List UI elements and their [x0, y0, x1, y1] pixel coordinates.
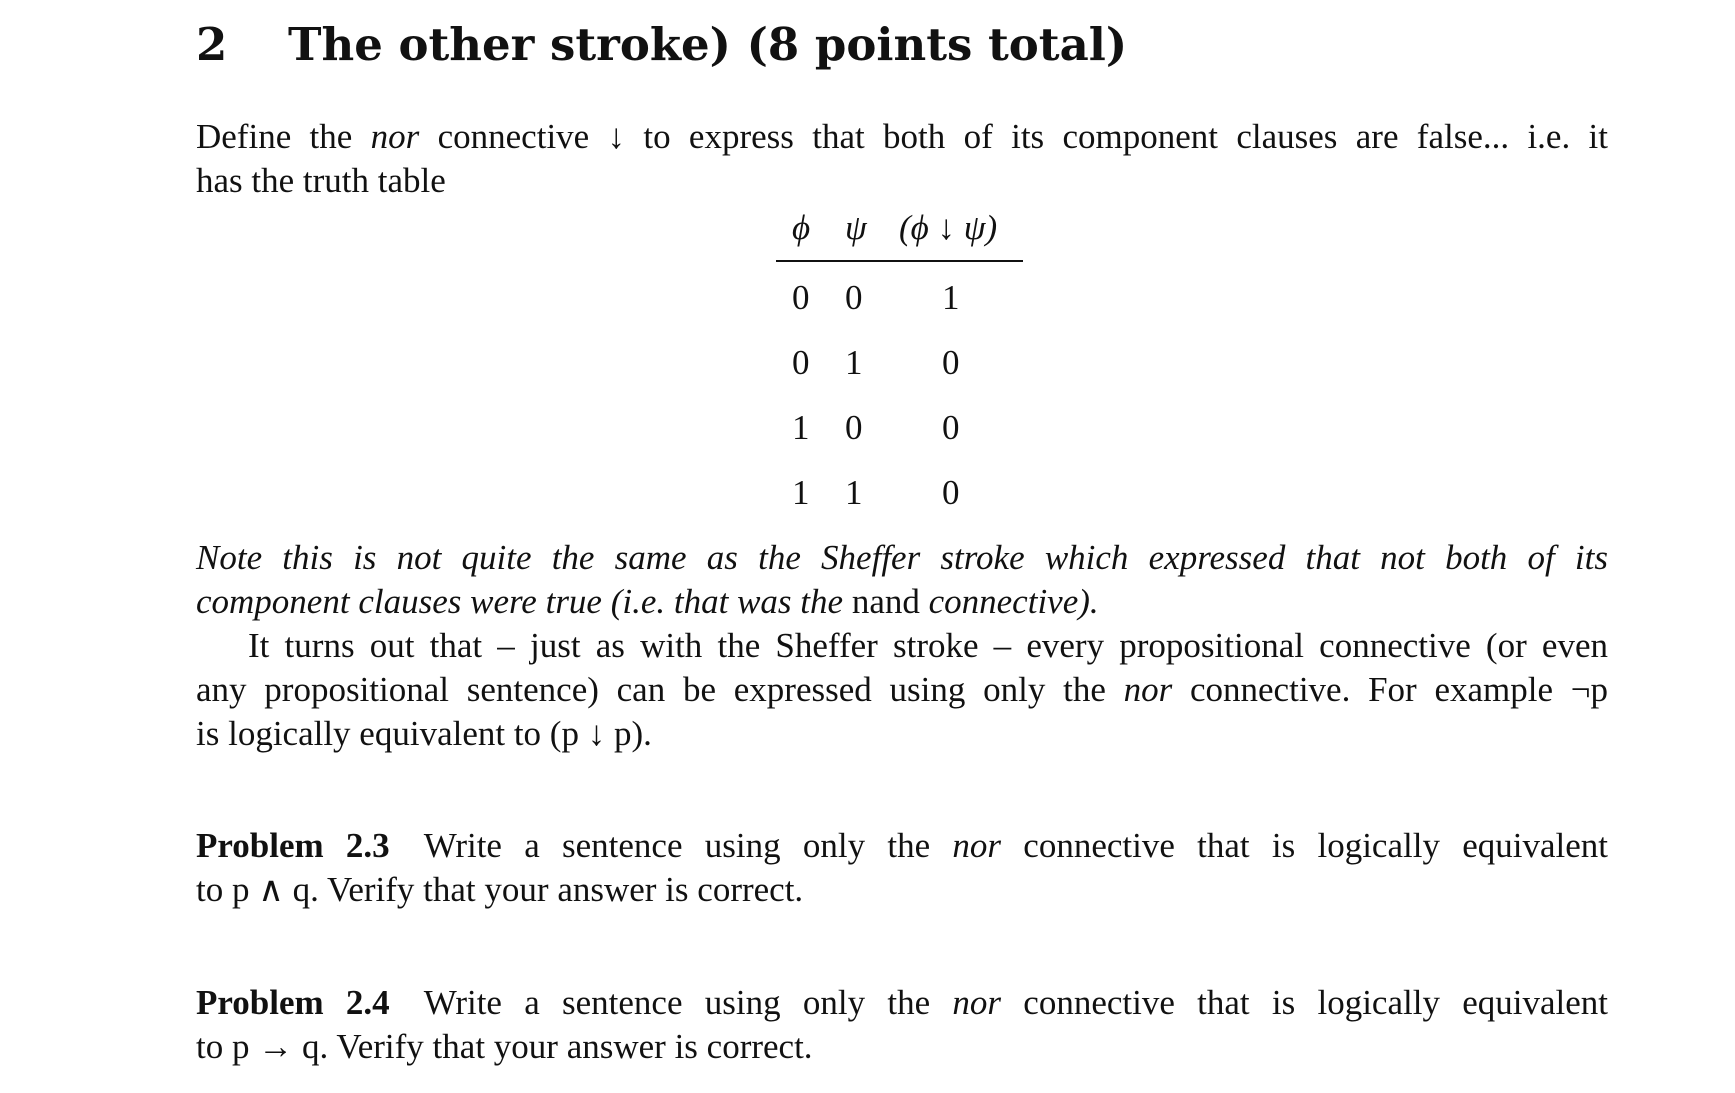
table-cell: 1: [792, 473, 810, 512]
table-cell: 0: [845, 278, 863, 317]
table-cell: 0: [942, 343, 960, 382]
nand-term: nand: [851, 582, 920, 621]
section-number: 2: [196, 18, 228, 71]
note-line-1: Note this is not quite the same as the Sheffer stroke which expressed that not both of its: [196, 538, 1608, 577]
note-text: connective. For example ¬p: [1172, 670, 1609, 709]
header-phi: ϕ: [792, 208, 811, 247]
nor-term: nor: [1123, 670, 1173, 709]
intro-text: Define the: [196, 117, 371, 156]
note-text: connective).: [919, 582, 1099, 621]
table-cell: 0: [792, 343, 810, 382]
truth-table-header: [776, 208, 1023, 262]
table-cell: 0: [942, 473, 960, 512]
table-cell: 0: [792, 278, 810, 317]
note-paragraph: [196, 536, 1608, 756]
section-heading: [196, 18, 1127, 72]
table-cell: 1: [845, 473, 863, 512]
problem-label: Problem 2.4: [196, 983, 390, 1022]
nor-term: nor: [952, 826, 1002, 865]
intro-paragraph: [196, 115, 1608, 203]
nor-term: nor: [370, 117, 420, 156]
note-line-5: is logically equivalent to (p ↓ p).: [196, 714, 652, 753]
problem-line-2: to p → q. Verify that your answer is correct.: [196, 1027, 813, 1066]
note-line-2: [196, 580, 1608, 624]
table-cell: 1: [792, 408, 810, 447]
table-cell: 1: [942, 278, 960, 317]
problem-text: Write a sentence using only the: [423, 983, 953, 1022]
truth-table: [776, 208, 1023, 538]
table-row: [776, 343, 1023, 408]
problem-text: connective that is logically equivalent: [1001, 826, 1608, 865]
nor-term: nor: [952, 983, 1002, 1022]
intro-line-1: [196, 115, 1608, 159]
problem-text: Write a sentence using only the: [423, 826, 953, 865]
table-cell: 1: [845, 343, 863, 382]
note-text: any propositional sentence) can be expressed using only the: [196, 670, 1124, 709]
intro-line-2: has the truth table: [196, 161, 446, 200]
problem-text: connective that is logically equivalent: [1001, 983, 1608, 1022]
problem-2-4: [196, 981, 1608, 1069]
problem-2-3: [196, 824, 1608, 912]
intro-text: connective ↓ to express that both of its component clauses are false... i.e. it: [419, 117, 1609, 156]
table-row: [776, 278, 1023, 343]
note-line-4: [196, 668, 1608, 712]
table-cell: 0: [845, 408, 863, 447]
problem-label: Problem 2.3: [196, 826, 390, 865]
header-nor: (ϕ ↓ ψ): [899, 208, 998, 247]
table-cell: 0: [942, 408, 960, 447]
note-line-3: It turns out that – just as with the Sheffer stroke – every propositional connective (or even: [248, 626, 1608, 665]
table-row: [776, 473, 1023, 538]
problem-line-1: [196, 824, 1608, 868]
problem-line-1: [196, 981, 1608, 1025]
header-psi: ψ: [845, 208, 867, 247]
section-title: The other stroke) (8 points total): [288, 18, 1128, 71]
problem-line-2: to p ∧ q. Verify that your answer is correct.: [196, 870, 804, 909]
table-row: [776, 408, 1023, 473]
note-text: component clauses were true (i.e. that was the: [196, 582, 852, 621]
